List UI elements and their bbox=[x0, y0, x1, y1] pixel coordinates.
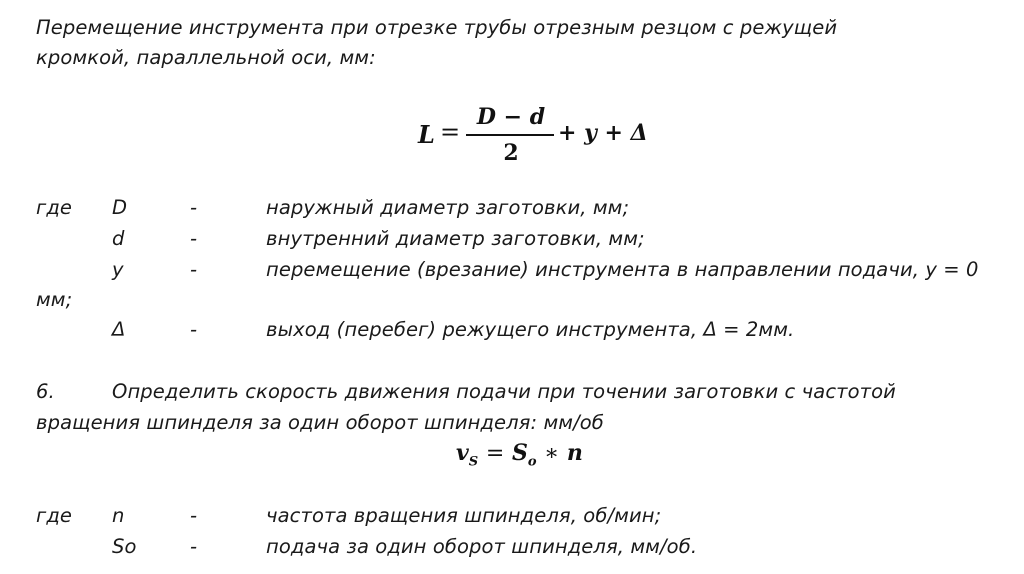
item-number: 6. bbox=[36, 380, 55, 403]
formula-multiply: ∗ bbox=[544, 441, 560, 466]
dash: - bbox=[190, 258, 198, 281]
symbol-d: d bbox=[112, 227, 125, 250]
symbol-So: So bbox=[112, 535, 137, 558]
formula-equals: = bbox=[485, 441, 505, 466]
desc-plunge-wrap: мм; bbox=[36, 288, 73, 311]
where-lead-1: где bbox=[36, 196, 73, 219]
formula-v-sub: S bbox=[468, 454, 479, 470]
fraction-bar bbox=[466, 134, 554, 136]
formula-feed-speed bbox=[456, 440, 583, 469]
symbol-delta: Δ bbox=[112, 318, 126, 341]
dash: - bbox=[190, 196, 198, 219]
desc-inner-diameter: внутренний диаметр заготовки, мм; bbox=[266, 227, 645, 250]
item-line-1: Определить скорость движения подачи при точении заготовки с частотой bbox=[112, 380, 896, 403]
intro-line-1: Перемещение инструмента при отрезке трубы отрезным резцом с режущей bbox=[36, 16, 838, 39]
dash: - bbox=[190, 227, 198, 250]
intro-line-2: кромкой, параллельной оси, мм: bbox=[36, 46, 376, 69]
desc-outer-diameter: наружный диаметр заготовки, мм; bbox=[266, 196, 630, 219]
desc-overrun: выход (перебег) режущего инструмента, Δ = 2мм. bbox=[266, 318, 795, 341]
dash: - bbox=[190, 504, 198, 527]
where-lead-2: где bbox=[36, 504, 73, 527]
item-line-2: вращения шпинделя за один оборот шпинделя: мм/об bbox=[36, 411, 604, 434]
symbol-y: y bbox=[112, 258, 124, 281]
formula-lhs: L bbox=[418, 120, 435, 149]
formula-s: S bbox=[511, 440, 528, 466]
dash: - bbox=[190, 535, 198, 558]
formula-numerator: D − d bbox=[476, 104, 546, 130]
formula-denominator: 2 bbox=[503, 140, 519, 166]
symbol-D: D bbox=[112, 196, 128, 219]
desc-feed-per-rev: подача за один оборот шпинделя, мм/об. bbox=[266, 535, 698, 558]
formula-rest: + y + Δ bbox=[558, 120, 648, 146]
formula-n: n bbox=[566, 440, 583, 466]
formula-equals: = bbox=[440, 118, 461, 146]
formula-s-sub: o bbox=[527, 454, 537, 470]
desc-spindle-speed: частота вращения шпинделя, об/мин; bbox=[266, 504, 662, 527]
desc-plunge: перемещение (врезание) инструмента в направлении подачи, у = 0 bbox=[266, 258, 979, 281]
formula-tool-travel bbox=[418, 104, 658, 166]
symbol-n: n bbox=[112, 504, 125, 527]
dash: - bbox=[190, 318, 198, 341]
formula-v: v bbox=[456, 440, 469, 466]
